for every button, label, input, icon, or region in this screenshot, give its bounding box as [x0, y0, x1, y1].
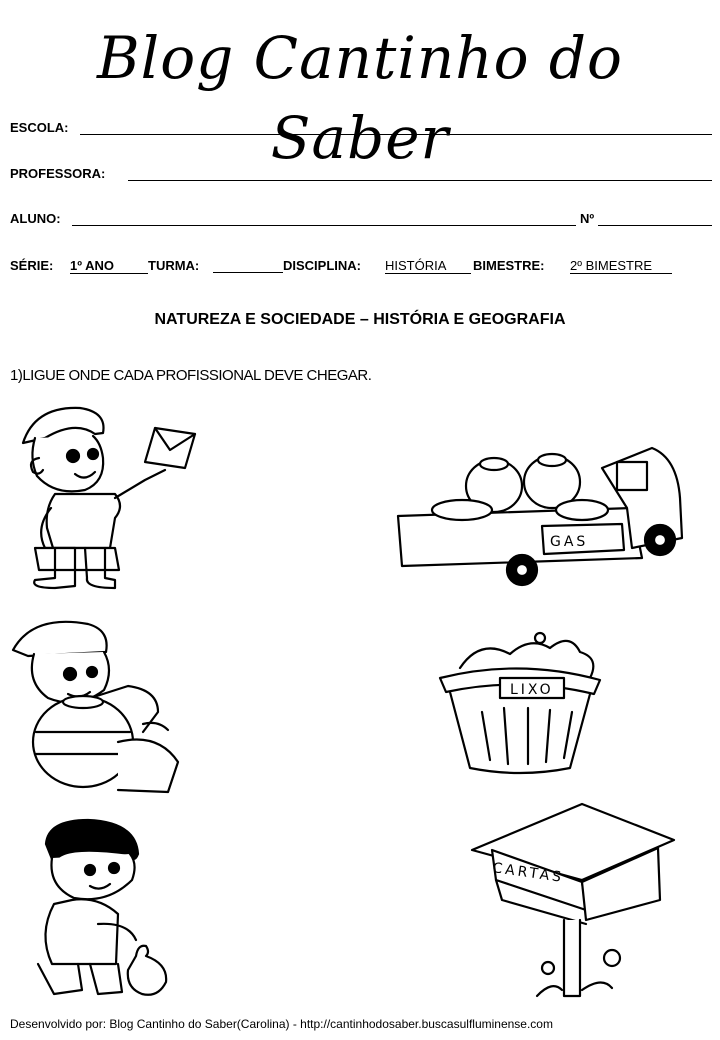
section-heading: NATUREZA E SOCIEDADE – HISTÓRIA E GEOGRAFIA — [154, 311, 566, 328]
disciplina-value — [385, 258, 471, 274]
bimestre-value — [570, 258, 672, 274]
blog-title: Blog Cantinho do Saber — [97, 24, 623, 172]
disciplina-label: DISCIPLINA: — [283, 258, 361, 273]
professora-field-line[interactable] — [128, 180, 712, 181]
bimestre-label: BIMESTRE: — [473, 258, 545, 273]
gas-label: GAS — [550, 534, 589, 550]
numero-field-line[interactable] — [598, 225, 712, 226]
aluno-field-line[interactable] — [72, 225, 576, 226]
question-1: 1)LIGUE ONDE CADA PROFISSIONAL DEVE CHEGAR. — [10, 367, 372, 384]
gas-truck-illustration[interactable] — [392, 438, 692, 588]
mailbox-illustration[interactable] — [462, 800, 682, 1005]
cartas-label: CARTAS — [491, 860, 565, 886]
turma-field-line[interactable] — [213, 272, 283, 273]
boy-with-trash-bag-illustration[interactable] — [18, 814, 198, 1004]
serie-value — [70, 258, 148, 274]
serie-value-text: 1º ANO — [70, 258, 114, 273]
footer-credit: Desenvolvido por: Blog Cantinho do Saber(Carolina) - http://cantinhodosaber.buscasulfluminense.com — [10, 1017, 553, 1031]
bimestre-value-text: 2º BIMESTRE — [570, 258, 653, 273]
postman-illustration[interactable] — [15, 398, 210, 593]
escola-label: ESCOLA: — [10, 120, 69, 135]
numero-label: Nº — [580, 211, 595, 226]
trash-can-illustration[interactable] — [430, 628, 610, 778]
serie-label: SÉRIE: — [10, 258, 54, 273]
lixo-label: LIXO — [510, 682, 554, 698]
turma-label: TURMA: — [148, 258, 200, 273]
professora-label: PROFESSORA: — [10, 166, 106, 181]
aluno-label: ALUNO: — [10, 211, 61, 226]
disciplina-value-text: HISTÓRIA — [385, 258, 447, 273]
escola-field-line[interactable] — [80, 134, 712, 135]
gas-man-illustration[interactable] — [8, 612, 188, 797]
